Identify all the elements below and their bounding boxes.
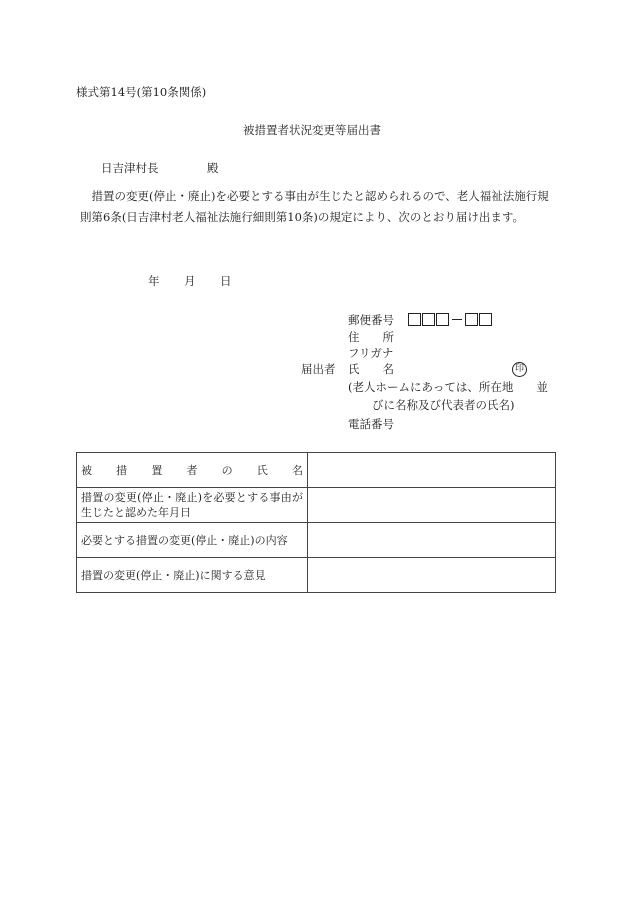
address-label: 住 所 <box>348 330 394 344</box>
subject-name-field[interactable] <box>308 453 556 488</box>
date-month-label: 月 <box>184 274 196 288</box>
recognized-date-field[interactable] <box>308 488 556 523</box>
addressee-honorific: 殿 <box>207 161 219 175</box>
details-table <box>76 452 556 593</box>
body-text: 措置の変更(停止・廃止)を必要とする事由が生じたと認められるので、老人福祉法施行規則第6条(日吉津村老人福祉法施行細則第10条)の規定により、次のとおり届け出ます。 <box>80 189 549 224</box>
postal-digit-box[interactable] <box>479 313 492 326</box>
furigana-label: フリガナ <box>348 346 394 360</box>
form-number: 様式第14号(第10条関係) <box>76 85 207 99</box>
row-label: 措置の変更(停止・廃止)に関する意見 <box>77 558 308 593</box>
row-label <box>77 453 308 488</box>
subject-name-label: 被 措 置 者 の 氏 名 <box>81 463 303 477</box>
table-row <box>77 523 556 558</box>
name-label: 氏 名 <box>348 362 394 376</box>
table-row <box>77 488 556 523</box>
postal-code-label: 郵便番号 <box>348 313 394 327</box>
row-label: 必要とする措置の変更(停止・廃止)の内容 <box>77 523 308 558</box>
date-day-label: 日 <box>220 274 232 288</box>
seal-icon: 印 <box>512 360 527 377</box>
phone-label: 電話番号 <box>348 417 394 431</box>
postal-dash <box>452 319 462 321</box>
change-content-field[interactable] <box>308 523 556 558</box>
postal-digit-box[interactable] <box>408 313 421 326</box>
applicant-section-label: 届出者 <box>301 362 336 376</box>
nursing-home-note-line1: (老人ホームにあっては、所在地 並 <box>348 380 548 394</box>
postal-digit-box[interactable] <box>436 313 449 326</box>
table-row <box>77 453 556 488</box>
opinion-field[interactable] <box>308 558 556 593</box>
document-title: 被措置者状況変更等届出書 <box>243 123 381 137</box>
date-year-label: 年 <box>148 274 160 288</box>
row-label: 措置の変更(停止・廃止)を必要とする事由が生じたと認めた年月日 <box>77 488 308 523</box>
postal-code-field[interactable] <box>408 313 492 329</box>
postal-digit-box[interactable] <box>422 313 435 326</box>
addressee-name: 日吉津村長 <box>101 161 159 175</box>
table-row <box>77 558 556 593</box>
nursing-home-note-line2: びに名称及び代表者の氏名) <box>372 398 515 412</box>
postal-digit-box[interactable] <box>465 313 478 326</box>
